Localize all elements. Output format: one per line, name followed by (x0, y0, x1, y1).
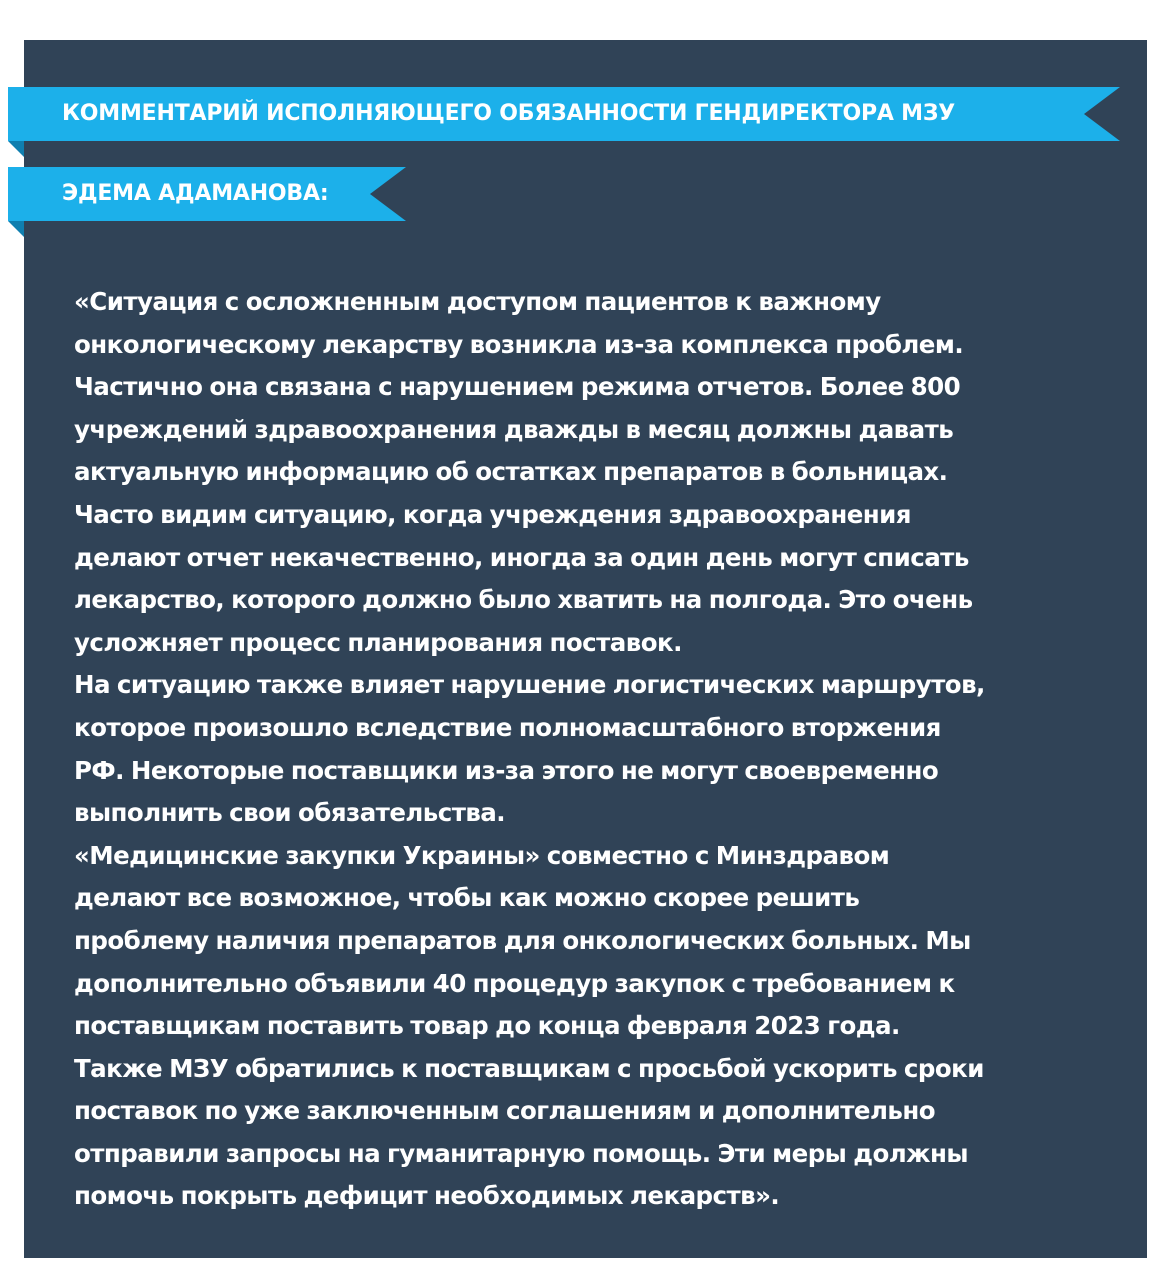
quote-line: онкологическому лекарству возникла из-за комплекса проблем. (74, 329, 964, 359)
header-title-line1: КОММЕНТАРИЙ ИСПОЛНЯЮЩЕГО ОБЯЗАННОСТИ ГЕНДИРЕКТОРА МЗУ (62, 101, 956, 126)
header-ribbon-name (8, 167, 406, 221)
quote-line: актуальную информацию об остатках препаратов в больницах. (74, 457, 948, 487)
quote-line: выполнить свои обязательства. (74, 798, 506, 828)
quote-line: лекарство, которого должно было хватить на полгода. Это очень (74, 585, 973, 615)
header-title-line2: ЭДЕМА АДАМАНОВА: (62, 181, 329, 206)
quote-line: «Медицинские закупки Украины» совместно с Минздравом (74, 840, 890, 870)
quote-line: дополнительно объявили 40 процедур закупок с требованием к (74, 968, 955, 998)
header-ribbon-title (8, 87, 1120, 141)
quote-line: поставок по уже заключенным соглашениям и дополнительно (74, 1096, 935, 1126)
quote-line: учреждений здравоохранения дважды в месяц должны давать (74, 414, 954, 444)
quote-line: Частично она связана с нарушением режима отчетов. Более 800 (74, 372, 961, 402)
quote-line: усложняет процесс планирования поставок. (74, 627, 682, 657)
quote-line: которое произошло вследствие полномасштабного вторжения (74, 712, 941, 742)
quote-line: На ситуацию также влияет нарушение логистических маршрутов, (74, 670, 985, 700)
quote-line: делают отчет некачественно, иногда за один день могут списать (74, 542, 969, 572)
quote-line: Часто видим ситуацию, когда учреждения здравоохранения (74, 499, 911, 529)
ribbon-fold (8, 221, 24, 237)
quote-line: РФ. Некоторые поставщики из-за этого не могут своевременно (74, 755, 939, 785)
quote-text (74, 281, 1134, 1218)
quote-line: проблему наличия препаратов для онкологических больных. Мы (74, 925, 971, 955)
quote-line: делают все возможное, чтобы как можно скорее решить (74, 883, 860, 913)
quote-line: поставщикам поставить товар до конца февраля 2023 года. (74, 1011, 900, 1041)
ribbon-fold (8, 141, 24, 157)
quote-line: помочь покрыть дефицит необходимых лекарств». (74, 1181, 780, 1211)
quote-line: отправили запросы на гуманитарную помощь. Эти меры должны (74, 1138, 968, 1168)
quote-line: Также МЗУ обратились к поставщикам с просьбой ускорить сроки (74, 1053, 984, 1083)
quote-line: «Ситуация с осложненным доступом пациентов к важному (74, 287, 881, 316)
